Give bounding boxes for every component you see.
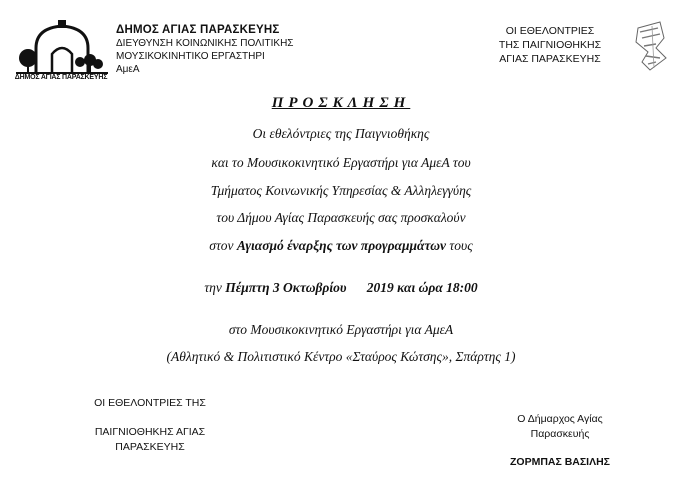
body-line-7: στο Μουσικοκινητικό Εργαστήρι για ΑμεΑ (228, 322, 454, 337)
event-name: Αγιασμό έναρξης των προγραμμάτων (236, 238, 447, 253)
body-line-4: του Δήμου Αγίας Παρασκευής σας προσκαλούν (216, 210, 466, 225)
body-line-5 (0, 238, 682, 254)
header-right (470, 24, 630, 66)
header-left (116, 24, 293, 76)
mayor-title: Ο Δήμαρχος Αγίας (517, 413, 603, 425)
signature-right (470, 412, 650, 470)
signature-left-line-2: ΠΑΙΓΝΙΟΘΗΚΗΣ ΑΓΙΑΣ (94, 426, 206, 438)
venue-address: (Αθλητικό & Πολιτιστικό Κέντρο «Σταύρος Κώτσης», Σπάρτης 1) (166, 349, 516, 364)
signature-left-line-3: ΠΑΡΑΣΚΕΥΗΣ (115, 441, 185, 453)
body-line-3: Τμήματος Κοινωνικής Υπηρεσίας & Αλληλεγγύης (210, 183, 472, 198)
toy-library-line: ΤΗΣ ΠΑΙΓΝΙΟΘΗΚΗΣ (498, 39, 602, 51)
workshop-name: ΜΟΥΣΙΚΟΚΙΝΗΤΙΚΟ ΕΡΓΑΣΤΗΡΙ (116, 51, 265, 62)
body-line-5-post: τους (446, 238, 473, 253)
decorative-sketch-icon (630, 18, 670, 74)
volunteers-line: ΟΙ ΕΘΕΛΟΝΤΡΙΕΣ (505, 25, 595, 37)
body-line-5-pre: στον (209, 238, 237, 253)
body-line-1: Οι εθελόντριες της Παιγνιοθήκης (252, 126, 430, 141)
invitation-title: ΠΡΟΣΚΛΗΣΗ (271, 95, 411, 111)
event-date-time: Πέμπτη 3 Οκτωβρίου 2019 και ώρα 18:00 (225, 280, 478, 295)
signature-left (50, 396, 250, 455)
logo-caption: ΔΗΜΟΣ ΑΓΙΑΣ ΠΑΡΑΣΚΕΥΗΣ (14, 74, 108, 81)
signature-left-line-1: ΟΙ ΕΘΕΛΟΝΤΡΙΕΣ ΤΗΣ (94, 397, 206, 409)
department-name: ΔΙΕΥΘΥΝΣΗ ΚΟΙΝΩΝΙΚΗΣ ΠΟΛΙΤΙΚΗΣ (116, 38, 294, 49)
mayor-title-location: Παρασκευής (530, 428, 590, 440)
municipality-name: ΔΗΜΟΣ ΑΓΙΑΣ ΠΑΡΑΣΚΕΥΗΣ (116, 24, 280, 36)
workshop-target: ΑμεΑ (116, 64, 140, 75)
mayor-name: ΖΟΡΜΠΑΣ ΒΑΣΙΛΗΣ (510, 456, 610, 468)
body-line-6 (0, 280, 682, 296)
body-line-6-pre: την (204, 280, 226, 295)
body-line-2: και το Μουσικοκινητικό Εργαστήρι για ΑμεΑ του (211, 155, 471, 170)
location-line: ΑΓΙΑΣ ΠΑΡΑΣΚΕΥΗΣ (499, 53, 601, 65)
